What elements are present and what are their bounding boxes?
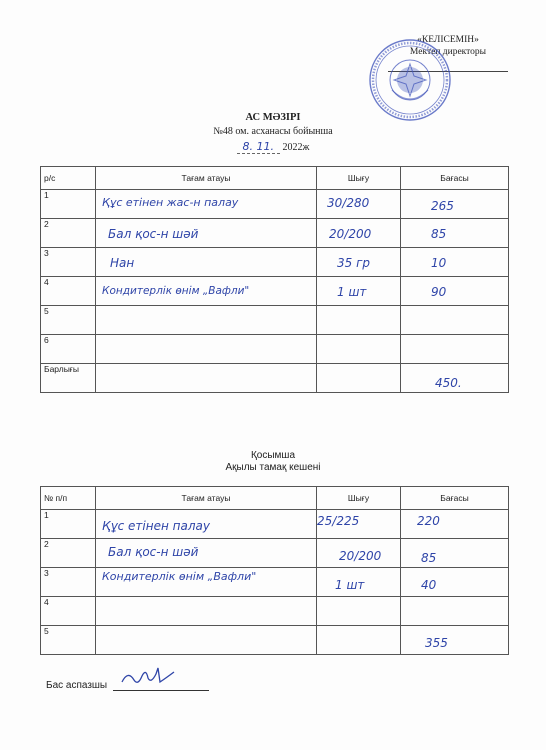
row-price: 220 [417,514,440,528]
approval-line1: «КЕЛІСЕМІН» [417,35,479,45]
date-line [0,140,546,153]
chef-label: Бас аспазшы [46,680,108,691]
date-handwritten: 8. 11. [237,140,281,154]
row-name [96,306,317,335]
row-name [96,335,317,364]
row-price: 40 [421,578,437,592]
page-subtitle: №48 ом. асханасы бойынша [213,126,333,137]
row-output [317,306,401,335]
handwritten-signature-icon [118,664,178,688]
row-output [317,597,401,626]
table-row [41,510,509,539]
date-suffix: 2022ж [282,142,310,153]
table-row [41,277,509,306]
col-header-name: Тағам атауы [96,487,317,510]
row-output [317,626,401,655]
row-price [401,597,509,626]
row-name: Кондитерлік өнім „Вафли" [102,285,250,297]
table-row [41,597,509,626]
row-output: 20/200 [329,227,372,241]
col-header-name: Тағам атауы [96,167,317,190]
total-value: 450. [435,376,462,390]
row-num: 1 [41,510,96,539]
row-num: 6 [41,335,96,364]
row-price: 355 [425,636,448,650]
row-name [96,597,317,626]
col-header-price: Бағасы [401,487,509,510]
table-row [41,190,509,219]
row-name: Бал қос-н шәй [108,227,199,241]
row-output: 1 шт [337,285,367,299]
table-row [41,306,509,335]
row-num: 2 [41,539,96,568]
section-subcaption: Ақылы тамақ кешені [225,462,321,473]
row-price: 85 [431,227,447,241]
row-name [96,626,317,655]
row-name: Кондитерлік өнім „Вафли" [102,570,257,583]
row-num: 3 [41,568,96,597]
table-row [41,248,509,277]
row-output: 30/280 [327,196,370,210]
paid-meal-table [40,486,509,655]
section-caption: Қосымша [250,450,296,461]
row-name: Бал қос-н шәй [108,545,199,559]
row-output [317,335,401,364]
table-row [41,568,509,597]
table-row [41,626,509,655]
total-label: Барлығы [41,364,96,393]
col-header-num: р/с [41,167,96,190]
row-num: 3 [41,248,96,277]
menu-table [40,166,509,393]
row-num: 5 [41,626,96,655]
row-price [401,335,509,364]
row-num: 5 [41,306,96,335]
row-price [401,306,509,335]
row-output: 1 шт [335,578,365,592]
row-price: 10 [431,256,447,270]
table-header-row [41,487,509,510]
col-header-price: Бағасы [401,167,509,190]
table-total-row [41,364,509,393]
col-header-output: Шығу [317,487,401,510]
row-name: Нан [110,256,135,270]
row-num: 1 [41,190,96,219]
table-row [41,335,509,364]
row-output: 25/225 [317,514,360,528]
row-price: 90 [431,285,447,299]
row-name: Құс етінен жас-н палау [102,196,239,209]
table-row [41,539,509,568]
row-price: 85 [421,551,437,565]
page-title: АС МӘЗІРІ [245,112,301,123]
table-row [41,219,509,248]
row-num: 4 [41,597,96,626]
approval-line2: Мектеп директоры [409,47,487,57]
official-stamp-icon [368,38,452,122]
row-num: 2 [41,219,96,248]
col-header-output: Шығу [317,167,401,190]
row-price: 265 [431,199,454,213]
col-header-num: № п/п [41,487,96,510]
table-header-row [41,167,509,190]
row-output: 20/200 [339,549,382,563]
row-output: 35 гр [337,256,371,270]
row-name: Құс етінен палау [102,519,210,533]
row-num: 4 [41,277,96,306]
